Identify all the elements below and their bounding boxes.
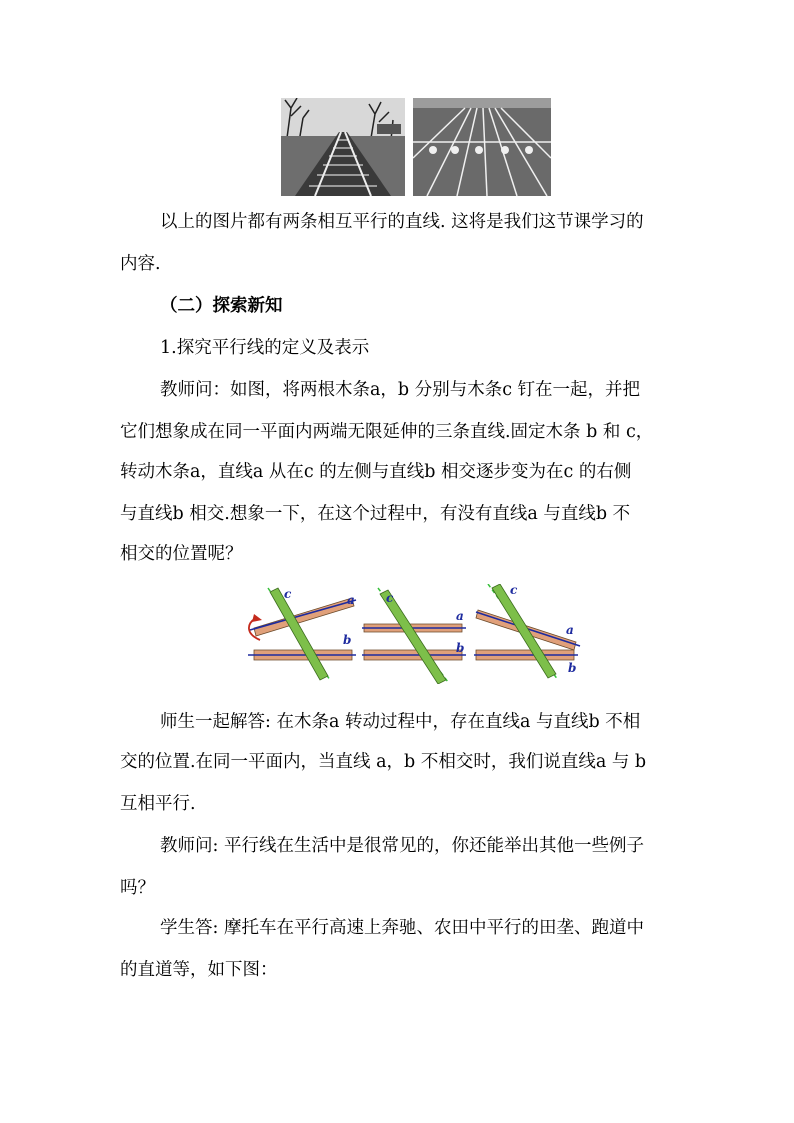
parallel-lines-diagram — [240, 584, 590, 684]
diagram-panel-2 — [362, 588, 466, 684]
intro-text-line2: 内容. — [120, 254, 161, 274]
label-a-3: a — [566, 623, 574, 637]
answer-1-line1: 师生一起解答: 在木条a 转动过程中，存在直线a 与直线b 不相 — [160, 712, 641, 732]
label-c-2: c — [386, 591, 394, 605]
label-a-1: a — [347, 593, 355, 607]
section-heading: （二）探索新知 — [160, 296, 283, 316]
answer-1-line2: 交的位置.在同一平面内，当直线 a，b 不相交时，我们说直线a 与 b — [120, 752, 647, 772]
question-2-line1: 教师问: 平行线在生活中是很常见的，你还能举出其他一些例子 — [160, 836, 644, 856]
question-1-line2: 它们想象成在同一平面内两端无限延伸的三条直线.固定木条 b 和 c， — [120, 422, 654, 442]
running-track-photo — [413, 98, 551, 196]
question-2-line2: 吗？ — [120, 878, 155, 898]
photo-row — [281, 98, 551, 196]
label-a-2: a — [456, 609, 464, 623]
subsection-title: 1.探究平行线的定义及表示 — [160, 338, 370, 358]
answer-1-line3: 互相平行. — [120, 794, 196, 814]
question-1-line4: 与直线b 相交.想象一下，在这个过程中，有没有直线a 与直线b 不 — [120, 504, 631, 524]
diagram-panel-1 — [248, 587, 356, 680]
label-b-2: b — [456, 641, 465, 655]
railway-track-photo — [281, 98, 405, 196]
label-b-1: b — [343, 633, 352, 647]
diagram-panel-3 — [474, 584, 580, 680]
label-c-3: c — [510, 584, 518, 597]
question-1-line3: 转动木条a，直线a 从在c 的左侧与直线b 相交逐步变为在c 的右侧 — [120, 462, 632, 482]
label-c-1: c — [284, 587, 292, 601]
answer-2-line1: 学生答: 摩托车在平行高速上奔驰、农田中平行的田垄、跑道中 — [160, 918, 644, 938]
question-1-line5: 相交的位置呢？ — [120, 544, 243, 564]
question-1-line1: 教师问：如图，将两根木条a，b 分别与木条c 钉在一起，并把 — [160, 380, 641, 400]
intro-text-line1: 以上的图片都有两条相互平行的直线. 这将是我们这节课学习的 — [160, 212, 644, 232]
answer-2-line2: 的直道等，如下图： — [120, 960, 278, 980]
label-b-3: b — [568, 661, 577, 675]
